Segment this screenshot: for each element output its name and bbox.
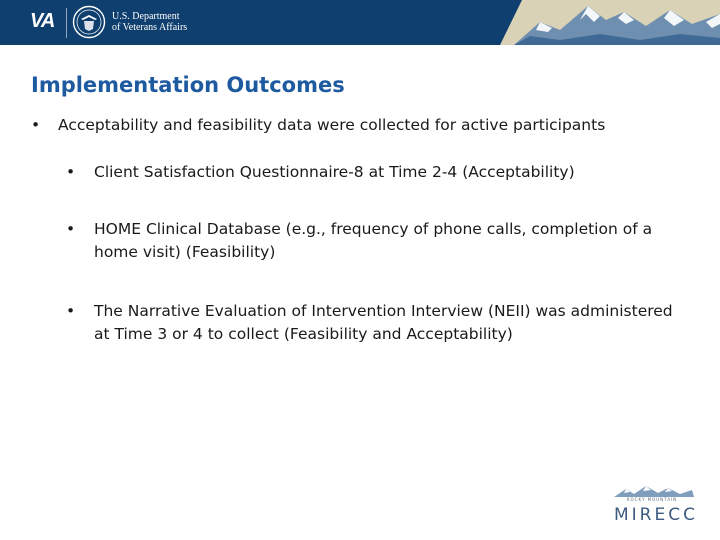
header-divider [66,8,67,38]
mirecc-subtitle: ROCKY MOUNTAIN [626,497,678,502]
va-header-bar [0,0,720,45]
bullet-marker: • [31,116,41,134]
department-line-1: U.S. Department [112,11,180,22]
slide-title: Implementation Outcomes [31,73,345,97]
va-seal-icon [72,5,106,39]
mirecc-wordmark: MIRECC [614,505,698,525]
mountain-banner-image [500,0,720,45]
bullet-marker: • [66,302,76,320]
department-name [112,11,187,33]
sub-bullet-text: The Narrative Evaluation of Intervention Interview (NEII) was administered at Time 3 or 4 to collect (Feasibility and Acceptability) [94,302,673,343]
va-logo: VA [30,10,55,32]
bullet-marker: • [66,220,76,238]
sub-bullet-text: HOME Clinical Database (e.g., frequency of phone calls, completion of a home visit) (Feasibility) [94,220,653,261]
sub-bullet-text: Client Satisfaction Questionnaire-8 at Time 2-4 (Acceptability) [94,163,575,181]
bullet-text: Acceptability and feasibility data were collected for active participants [58,116,606,134]
department-line-2: of Veterans Affairs [112,22,188,33]
bullet-marker: • [66,163,76,181]
